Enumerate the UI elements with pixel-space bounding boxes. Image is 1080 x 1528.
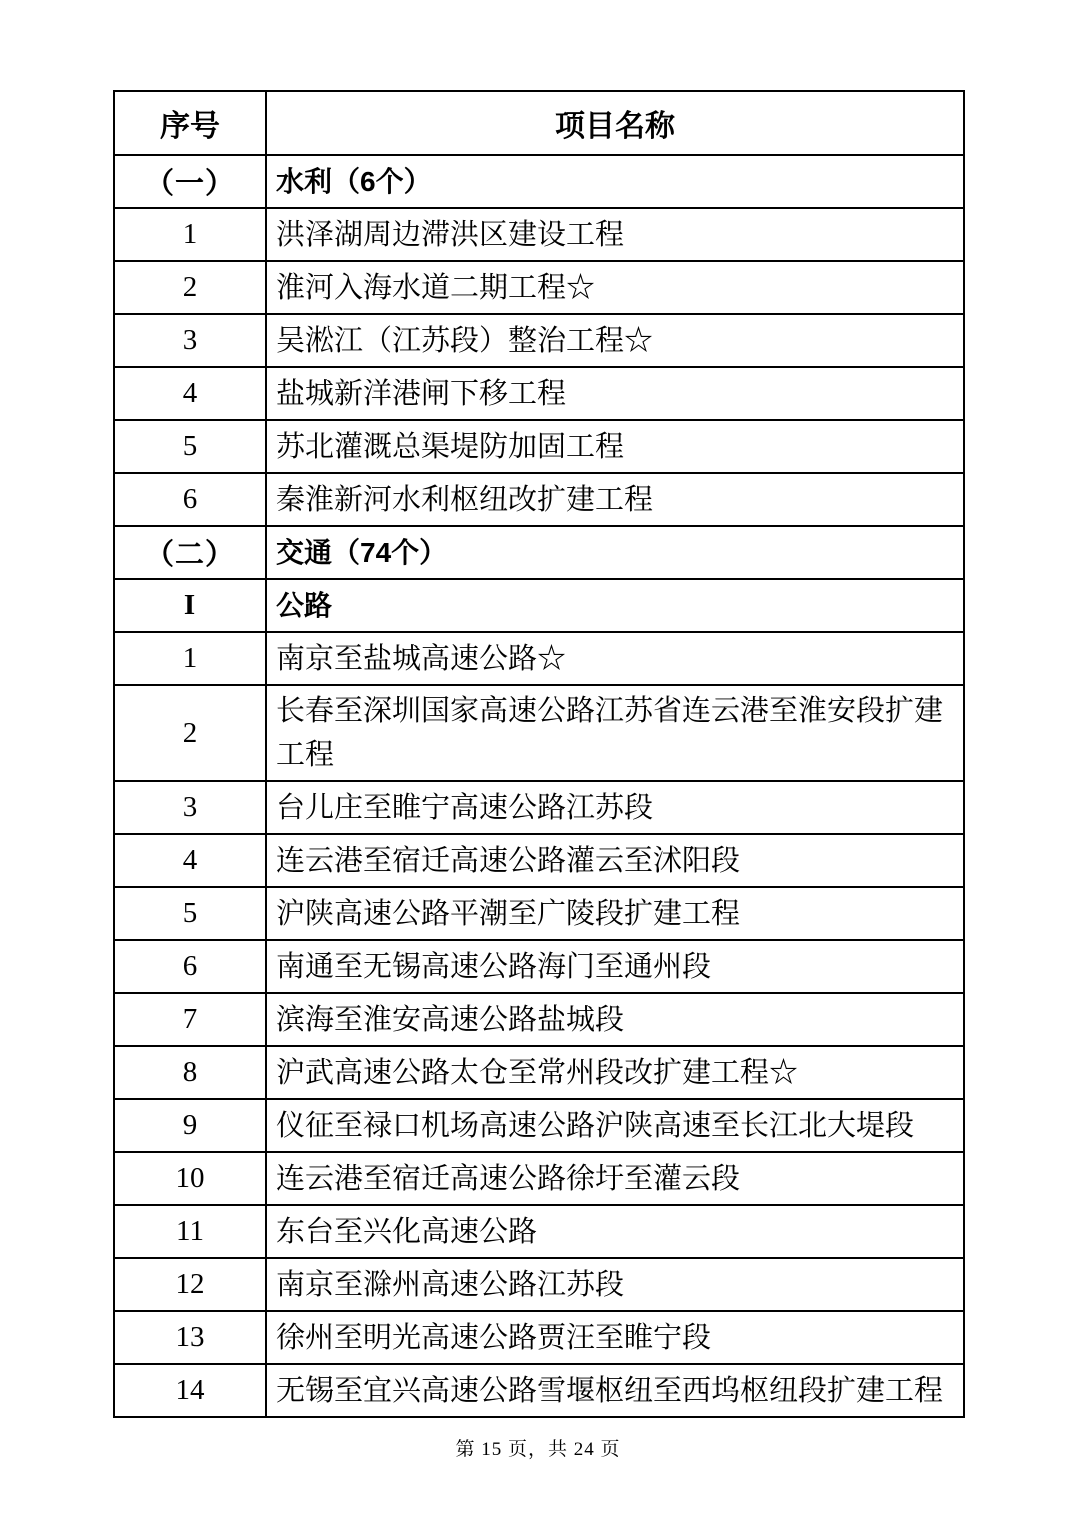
table-row <box>114 685 964 781</box>
row-seq-cell: 9 <box>114 1099 266 1152</box>
row-seq-cell: 10 <box>114 1152 266 1205</box>
row-seq-cell: 14 <box>114 1364 266 1417</box>
row-name-cell: 南通至无锡高速公路海门至通州段 <box>266 940 964 993</box>
table-row <box>114 367 964 420</box>
table-header-row <box>114 91 964 155</box>
projects-table <box>113 90 965 1418</box>
row-seq-cell: 7 <box>114 993 266 1046</box>
row-seq-cell: 6 <box>114 473 266 526</box>
table-row <box>114 1099 964 1152</box>
row-seq-cell: 3 <box>114 781 266 834</box>
table-row <box>114 314 964 367</box>
row-name-cell: 沪陕高速公路平潮至广陵段扩建工程 <box>266 887 964 940</box>
col-header-name: 项目名称 <box>266 91 964 155</box>
row-name-cell: 沪武高速公路太仓至常州段改扩建工程☆ <box>266 1046 964 1099</box>
page-footer: 第 15 页，共 24 页 <box>455 1439 621 1460</box>
row-name-cell: 无锡至宜兴高速公路雪堰枢纽至西坞枢纽段扩建工程 <box>266 1364 964 1417</box>
row-name-cell: 洪泽湖周边滞洪区建设工程 <box>266 208 964 261</box>
table-row <box>114 155 964 208</box>
row-name-cell: 交通（74个） <box>266 526 964 579</box>
row-seq-cell: （一） <box>114 155 266 208</box>
row-name-cell: 盐城新洋港闸下移工程 <box>266 367 964 420</box>
table-row <box>114 579 964 632</box>
row-seq-cell: 2 <box>114 685 266 781</box>
row-seq-cell: 1 <box>114 632 266 685</box>
row-name-cell: 淮河入海水道二期工程☆ <box>266 261 964 314</box>
row-name-cell: 南京至滁州高速公路江苏段 <box>266 1258 964 1311</box>
row-name-cell: 吴淞江（江苏段）整治工程☆ <box>266 314 964 367</box>
table-row <box>114 940 964 993</box>
row-name-cell: 长春至深圳国家高速公路江苏省连云港至淮安段扩建工程 <box>266 685 964 781</box>
row-name-cell: 仪征至禄口机场高速公路沪陕高速至长江北大堤段 <box>266 1099 964 1152</box>
row-seq-cell: 1 <box>114 208 266 261</box>
table-row <box>114 526 964 579</box>
table-row <box>114 632 964 685</box>
row-name-cell: 南京至盐城高速公路☆ <box>266 632 964 685</box>
table-row <box>114 887 964 940</box>
row-seq-cell: 4 <box>114 367 266 420</box>
row-seq-cell: I <box>114 579 266 632</box>
row-name-cell: 苏北灌溉总渠堤防加固工程 <box>266 420 964 473</box>
row-seq-cell: 5 <box>114 887 266 940</box>
row-seq-cell: 2 <box>114 261 266 314</box>
table-row <box>114 1364 964 1417</box>
row-seq-cell: 13 <box>114 1311 266 1364</box>
col-header-seq: 序号 <box>114 91 266 155</box>
row-seq-cell: 3 <box>114 314 266 367</box>
document-page <box>113 90 963 1461</box>
row-name-cell: 秦淮新河水利枢纽改扩建工程 <box>266 473 964 526</box>
table-body <box>114 155 964 1417</box>
row-seq-cell: 4 <box>114 834 266 887</box>
row-name-cell: 连云港至宿迁高速公路灌云至沭阳段 <box>266 834 964 887</box>
table-row <box>114 208 964 261</box>
row-name-cell: 滨海至淮安高速公路盐城段 <box>266 993 964 1046</box>
row-seq-cell: 8 <box>114 1046 266 1099</box>
row-seq-cell: 12 <box>114 1258 266 1311</box>
row-seq-cell: （二） <box>114 526 266 579</box>
table-row <box>114 1046 964 1099</box>
row-name-cell: 台儿庄至睢宁高速公路江苏段 <box>266 781 964 834</box>
row-name-cell: 水利（6个） <box>266 155 964 208</box>
row-name-cell: 东台至兴化高速公路 <box>266 1205 964 1258</box>
table-row <box>114 420 964 473</box>
table-row <box>114 993 964 1046</box>
row-seq-cell: 5 <box>114 420 266 473</box>
row-name-cell: 公路 <box>266 579 964 632</box>
row-seq-cell: 11 <box>114 1205 266 1258</box>
table-row <box>114 1258 964 1311</box>
row-seq-cell: 6 <box>114 940 266 993</box>
row-name-cell: 徐州至明光高速公路贾汪至睢宁段 <box>266 1311 964 1364</box>
table-row <box>114 473 964 526</box>
table-row <box>114 261 964 314</box>
row-name-cell: 连云港至宿迁高速公路徐圩至灌云段 <box>266 1152 964 1205</box>
table-row <box>114 781 964 834</box>
table-row <box>114 1152 964 1205</box>
table-row <box>114 834 964 887</box>
table-row <box>114 1311 964 1364</box>
table-row <box>114 1205 964 1258</box>
